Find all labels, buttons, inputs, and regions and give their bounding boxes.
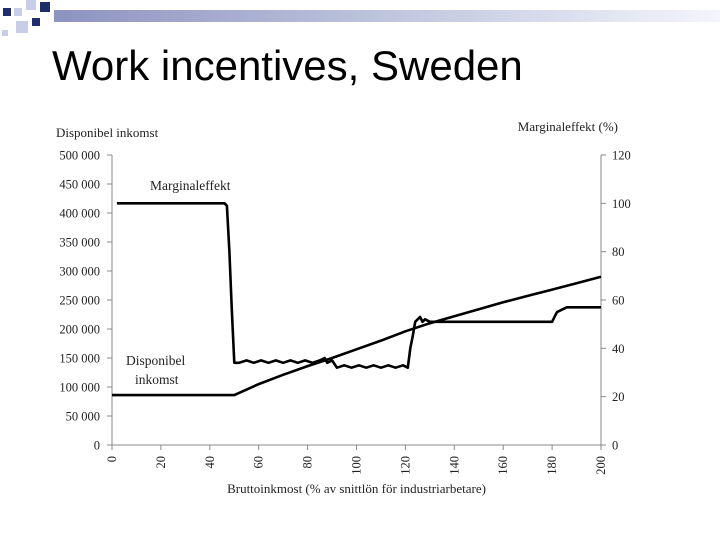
slide-title: Work incentives, Sweden — [52, 42, 523, 89]
chart-series — [112, 203, 601, 395]
chart-labels — [56, 119, 631, 496]
y-left-tick-label: 350 000 — [59, 235, 100, 250]
y-right-tick-label: 20 — [612, 390, 625, 405]
x-tick-label: 200 — [594, 456, 608, 475]
y-left-tick-label: 50 000 — [65, 409, 100, 424]
y-axis-right-title: Marginaleffekt (%) — [517, 119, 618, 134]
y-left-tick-label: 400 000 — [59, 206, 100, 221]
y-right-tick-label: 80 — [612, 245, 625, 260]
y-right-tick-label: 120 — [612, 148, 631, 163]
series-label-marginaleffekt: Marginaleffekt — [150, 178, 231, 193]
x-tick-label: 180 — [545, 456, 560, 475]
series-line-disponibel-inkomst — [112, 277, 601, 395]
series-line-marginaleffekt — [117, 203, 601, 367]
x-tick-label: 60 — [251, 456, 266, 469]
y-left-tick-label: 300 000 — [59, 264, 100, 279]
y-left-tick-label: 200 000 — [59, 322, 100, 337]
y-right-tick-label: 100 — [612, 196, 631, 211]
y-left-tick-label: 500 000 — [59, 148, 100, 163]
x-tick-label: 120 — [398, 456, 413, 475]
series-label-disponibel-inkomst: Disponibel — [126, 353, 186, 368]
y-left-tick-label: 150 000 — [59, 351, 100, 366]
y-left-tick-label: 450 000 — [59, 177, 100, 192]
x-tick-label: 100 — [349, 456, 364, 475]
x-tick-label: 140 — [447, 456, 462, 475]
y-left-tick-label: 100 000 — [59, 380, 100, 395]
y-right-tick-label: 40 — [612, 341, 625, 356]
x-tick-label: 160 — [496, 456, 511, 475]
x-tick-label: 20 — [153, 456, 168, 469]
x-tick-label: 80 — [300, 456, 315, 469]
y-axis-left-title: Disponibel inkomst — [56, 125, 159, 140]
x-axis-title: Bruttoinkmost (% av snittlön för industriarbetare) — [227, 481, 486, 496]
y-right-tick-label: 0 — [612, 438, 619, 453]
series-label-disponibel-inkomst: inkomst — [135, 372, 179, 387]
y-left-tick-label: 0 — [93, 438, 100, 453]
x-tick-label: 40 — [202, 456, 217, 469]
y-left-tick-label: 250 000 — [59, 293, 100, 308]
x-tick-label: 0 — [105, 456, 119, 463]
y-right-tick-label: 60 — [612, 293, 625, 308]
chart-axes — [107, 155, 606, 450]
